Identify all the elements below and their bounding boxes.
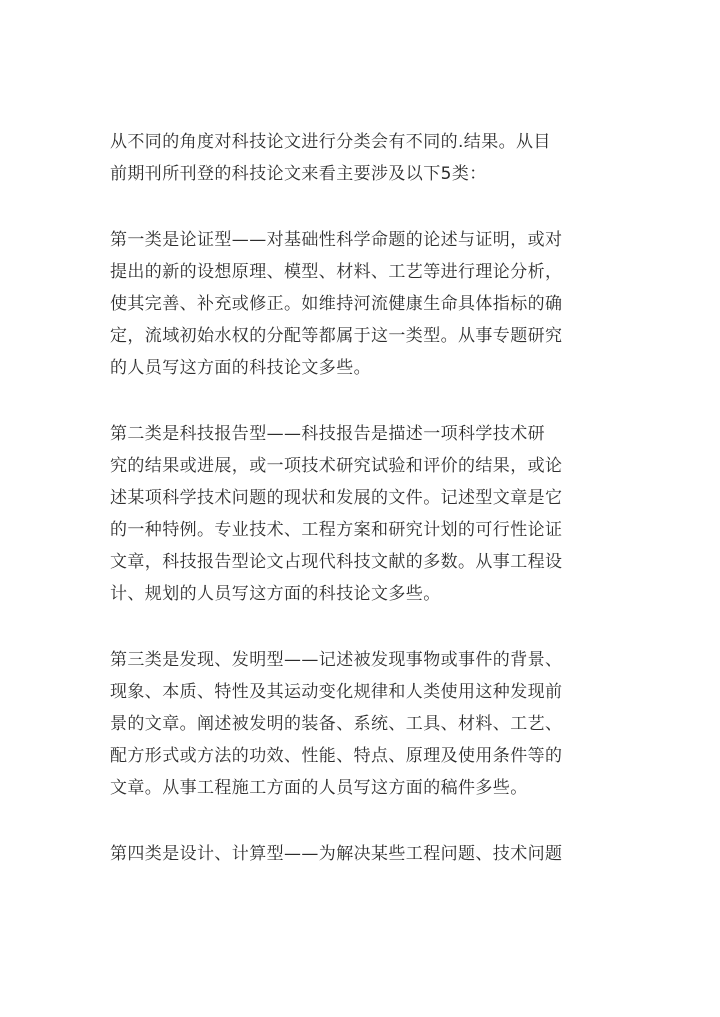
text-line: 第三类是发现、发明型——记述被发现事物或事件的背景、	[110, 650, 563, 670]
text-line: 前期刊所刊登的科技论文来看主要涉及以下5类：	[110, 164, 487, 184]
text-line: 的一种特例。专业技术、工程方案和研究计划的可行性论证	[110, 520, 563, 540]
paragraph-intro	[110, 126, 610, 190]
text-line: 计、规划的人员写这方面的科技论文多些。	[110, 584, 441, 604]
paragraph-type-1	[110, 224, 610, 384]
text-line: 使其完善、补充或修正。如维持河流健康生命具体指标的确	[110, 294, 563, 314]
text-line: 提出的新的设想原理、模型、材料、工艺等进行理论分析，	[110, 262, 563, 282]
text-line: 配方形式或方法的功效、性能、特点、原理及使用条件等的	[110, 746, 563, 766]
paragraph-type-2	[110, 418, 610, 610]
paragraph-type-3	[110, 644, 610, 804]
text-line: 第二类是科技报告型——科技报告是描述一项科学技术研	[110, 424, 545, 444]
text-line: 现象、本质、特性及其运动变化规律和人类使用这种发现前	[110, 682, 563, 702]
text-line: 文章。从事工程施工方面的人员写这方面的稿件多些。	[110, 778, 528, 798]
text-line: 第一类是论证型——对基础性科学命题的论述与证明，或对	[110, 230, 563, 250]
text-line: 第四类是设计、计算型——为解决某些工程问题、技术问题	[110, 844, 563, 864]
text-line: 文章，科技报告型论文占现代科技文献的多数。从事工程设	[110, 552, 563, 572]
text-line: 从不同的角度对科技论文进行分类会有不同的.结果。从目	[110, 132, 551, 152]
text-line: 定，流域初始水权的分配等都属于这一类型。从事专题研究	[110, 326, 563, 346]
text-line: 述某项科学技术问题的现状和发展的文件。记述型文章是它	[110, 488, 563, 508]
text-line: 究的结果或进展，或一项技术研究试验和评价的结果，或论	[110, 456, 563, 476]
document-body	[110, 126, 610, 870]
text-line: 景的文章。阐述被发明的装备、系统、工具、材料、工艺、	[110, 714, 563, 734]
paragraph-type-4	[110, 838, 610, 870]
text-line: 的人员写这方面的科技论文多些。	[110, 358, 371, 378]
